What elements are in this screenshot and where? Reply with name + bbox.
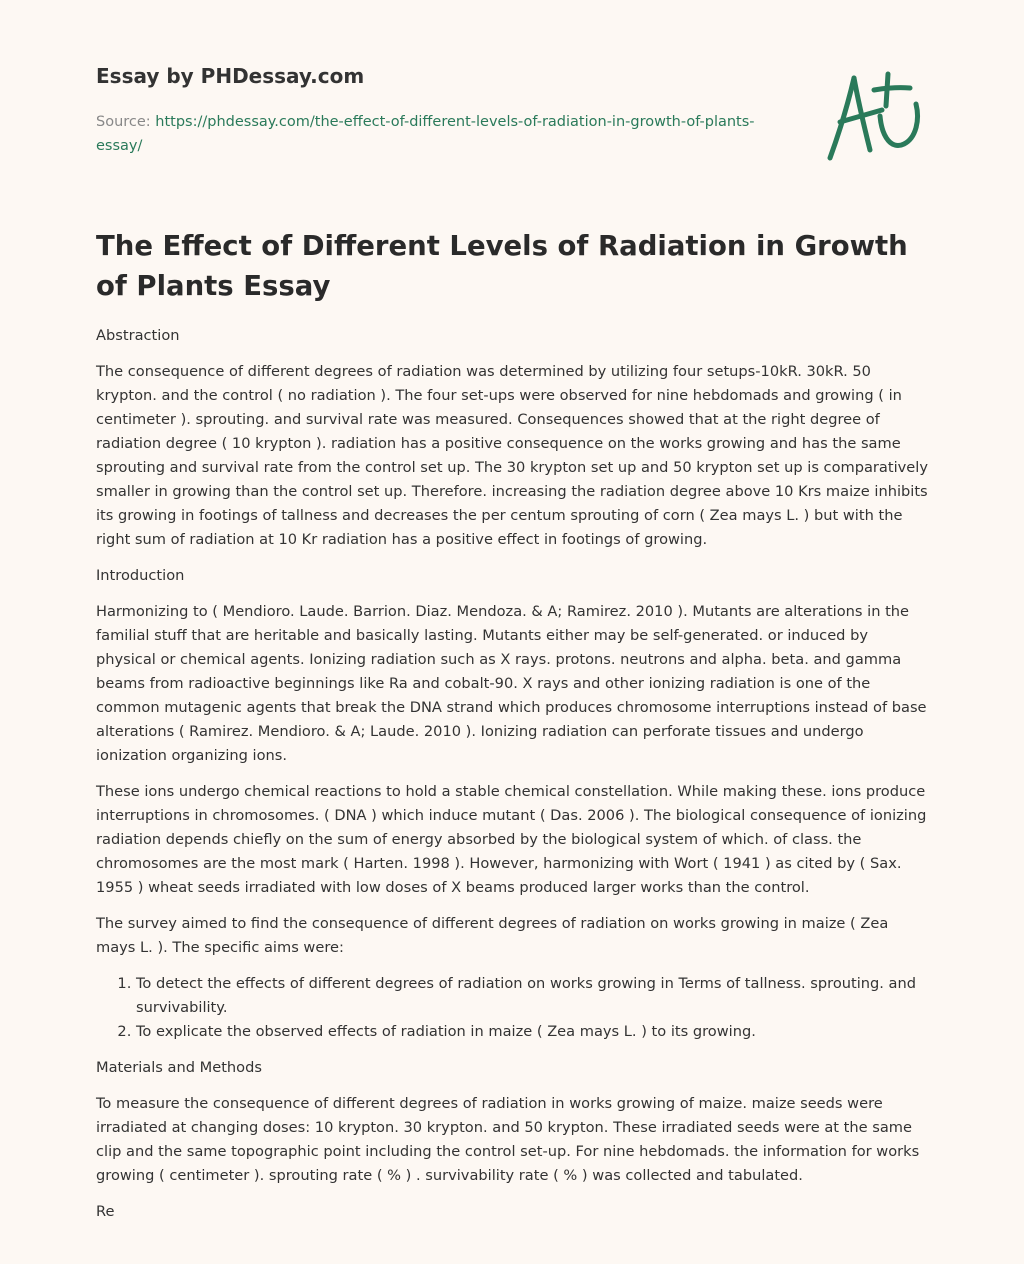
- aims-list: [96, 972, 928, 1044]
- intro-heading: Introduction: [96, 567, 185, 584]
- intro-paragraph-1: Harmonizing to ( Mendioro. Laude. Barrion. Diaz. Mendoza. & A; Ramirez. 2010 ). Mutants are alterations in the familial stuff that are heritable and basically lasting. Mutants either may be self-generated. or induced by physical or chemical agents. Ionizing radiation such as X rays. protons. neutrons and alpha. beta. and gamma beams from radioactive beginnings like Ra and cobalt-90. X rays and other ionizing radiation is one of the common mutagenic agents that break the DNA strand which produces chromosome interruptions instead of base alterations ( Ramirez. Mendioro. & A; Laude. 2010 ). Ionizing radiation can perforate tissues and undergo ionization organizing ions.: [96, 603, 927, 764]
- aims-list-item: 2. To explicate the observed effects of radiation in maize ( Zea mays L. ) to its growing.: [136, 1020, 928, 1044]
- essay-title: The Effect of Different Levels of Radiation in Growth of Plants Essay: [96, 230, 908, 302]
- abstract-paragraph: The consequence of different degrees of radiation was determined by utilizing four setups-10kR. 30kR. 50 krypton. and the control ( no radiation ). The four set-ups were observed for nine hebdomads and growing ( in centimeter ). sprouting. and survival rate was measured. Consequences showed that at the right degree of radiation degree ( 10 krypton ). radiation has a positive consequence on the works growing and has the same sprouting and survival rate from the control set up. The 30 krypton set up and 50 krypton set up is comparatively smaller in growing than the control set up. Therefore. increasing the radiation degree above 10 Krs maize inhibits its growing in footings of tallness and decreases the per centum sprouting of corn ( Zea mays L. ) but with the right sum of radiation at 10 Kr radiation has a positive effect in footings of growing.: [96, 363, 928, 548]
- intro-paragraph-2: These ions undergo chemical reactions to hold a stable chemical constellation. While making these. ions produce interruptions in chromosomes. ( DNA ) which induce mutant ( Das. 2006 ). The biological consequence of ionizing radiation depends chiefly on the sum of energy absorbed by the biological system of which. of class. the chromosomes are the most mark ( Harten. 1998 ). However, harmonizing with Wort ( 1941 ) as cited by ( Sax. 1955 ) wheat seeds irradiated with low doses of X beams produced larger works than the control.: [96, 783, 927, 896]
- essay-body: [96, 324, 928, 1236]
- a-plus-logo-icon: [824, 70, 924, 164]
- aims-list-item: 1. To detect the effects of different degrees of radiation on works growing in Terms of tallness. sprouting. and survivability.: [136, 972, 928, 1020]
- intro-paragraph-3: The survey aimed to find the consequence of different degrees of radiation on works growing in maize ( Zea mays L. ). The specific aims were:: [96, 915, 889, 956]
- results-heading: Re: [96, 1203, 115, 1220]
- abstract-heading: Abstraction: [96, 327, 180, 344]
- source-link[interactable]: https://phdessay.com/the-effect-of-different-levels-of-radiation-in-growth-of-plants-essay/: [96, 114, 755, 154]
- source-label: Source:: [96, 114, 151, 130]
- source-line: [96, 110, 756, 158]
- site-title: Essay by PHDessay.com: [96, 64, 365, 88]
- methods-heading: Materials and Methods: [96, 1059, 262, 1076]
- methods-paragraph: To measure the consequence of different degrees of radiation in works growing of maize. maize seeds were irradiated at changing doses: 10 krypton. 30 krypton. and 50 krypton. These irradiated seeds were at the same clip and the same topographic point including the control set-up. For nine hebdomads. the information for works growing ( centimeter ). sprouting rate ( % ) . survivability rate ( % ) was collected and tabulated.: [96, 1095, 920, 1184]
